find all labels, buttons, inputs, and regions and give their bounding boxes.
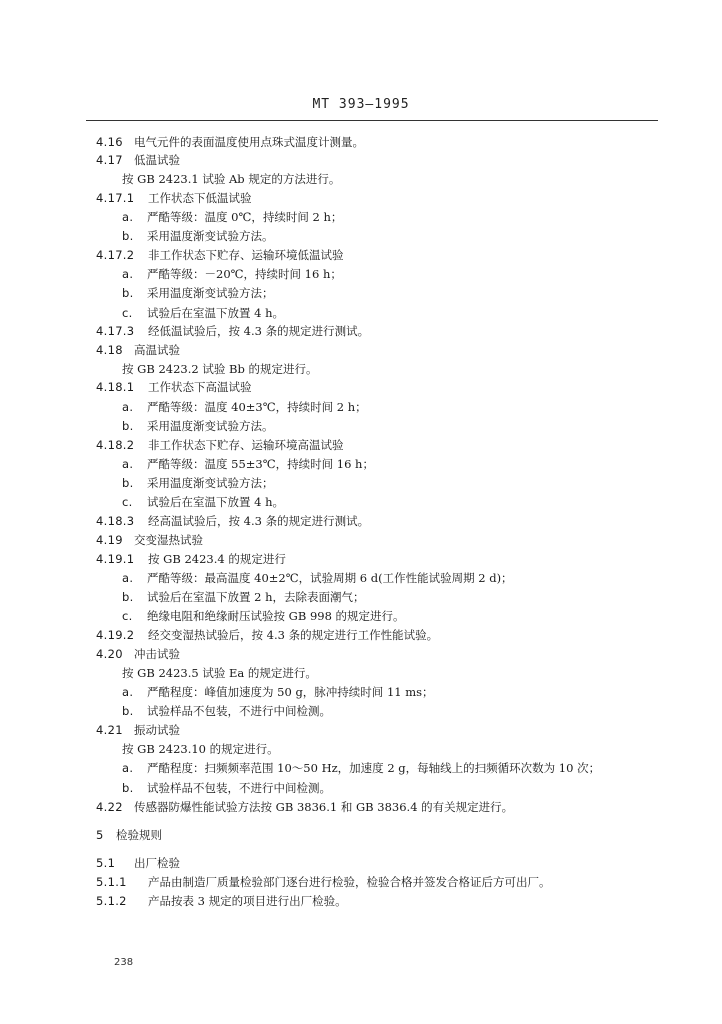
clause-text: 采用温度渐变试验方法。	[147, 229, 274, 243]
document-header: MT 393—1995	[312, 97, 410, 112]
clause-text: 采用温度渐变试验方法。	[147, 419, 274, 433]
clause-text: 检验规则	[116, 828, 162, 842]
clause-text: 严酷等级：最高温度 40±2℃，试验周期 6 d(工作性能试验周期 2 d)；	[147, 571, 513, 585]
clause-number: b.	[122, 419, 134, 433]
clause-text: 按 GB 2423.10 的规定进行。	[122, 742, 279, 756]
clause-text: 严酷程度：峰值加速度为 50 g，脉冲持续时间 11 ms；	[147, 685, 434, 699]
clause-text: 经低温试验后，按 4.3 条的规定进行测试。	[148, 324, 370, 338]
clause-number: b.	[122, 229, 134, 243]
clause-text: 非工作状态下贮存、运输环境低温试验	[148, 248, 344, 262]
clause-text: 按 GB 2423.5 试验 Ea 的规定进行。	[122, 666, 317, 680]
clause-text: 电气元件的表面温度使用点珠式温度计测量。	[134, 135, 364, 149]
clause-text: 试验样品不包装，不进行中间检测。	[147, 704, 331, 718]
clause-number: 4.19.2	[96, 628, 135, 642]
clause-number: 4.18.1	[96, 380, 135, 394]
clause-text: 振动试验	[134, 723, 180, 737]
clause-text: 严酷等级：温度 55±3℃，持续时间 16 h；	[147, 457, 374, 471]
clause-text: 传感器防爆性能试验方法按 GB 3836.1 和 GB 3836.4 的有关规定进行。	[134, 800, 514, 814]
clause-number: c.	[122, 495, 133, 509]
page-number: 238	[114, 957, 134, 968]
clause-number: b.	[122, 781, 134, 795]
clause-number: 4.20	[96, 647, 123, 661]
clause-text: 试验后在室温下放置 2 h，去除表面潮气；	[147, 590, 365, 604]
clause-text: 高温试验	[134, 343, 180, 357]
clause-number: 4.17.1	[96, 191, 135, 205]
clause-number: 4.17.2	[96, 248, 135, 262]
clause-text: 绝缘电阻和绝缘耐压试验按 GB 998 的规定进行。	[147, 609, 405, 623]
clause-number: 5.1.1	[96, 875, 127, 889]
clause-number: b.	[122, 286, 134, 300]
clause-number: 5	[96, 828, 104, 842]
clause-text: 工作状态下低温试验	[148, 191, 252, 205]
clause-text: 低温试验	[134, 153, 180, 167]
clause-text: 严酷等级：－20℃，持续时间 16 h；	[147, 267, 342, 281]
clause-number: b.	[122, 704, 134, 718]
clause-number: a.	[122, 457, 134, 471]
clause-text: 按 GB 2423.1 试验 Ab 规定的方法进行。	[122, 172, 341, 186]
clause-number: 4.21	[96, 723, 123, 737]
clause-text: 严酷等级：温度 0℃，持续时间 2 h；	[147, 210, 343, 224]
clause-text: 产品按表 3 规定的项目进行出厂检验。	[148, 894, 347, 908]
clause-number: a.	[122, 761, 134, 775]
clause-text: 按 GB 2423.2 试验 Bb 的规定进行。	[122, 362, 318, 376]
clause-text: 采用温度渐变试验方法；	[147, 476, 274, 490]
clause-text: 试验后在室温下放置 4 h。	[147, 495, 285, 509]
clause-text: 经高温试验后，按 4.3 条的规定进行测试。	[148, 514, 370, 528]
clause-text: 经交变湿热试验后，按 4.3 条的规定进行工作性能试验。	[148, 628, 439, 642]
clause-text: 严酷程度：扫频频率范围 10～50 Hz，加速度 2 g，每轴线上的扫频循环次数为 10 次；	[147, 761, 601, 775]
clause-number: 5.1	[96, 856, 116, 870]
clause-text: 试验样品不包装，不进行中间检测。	[147, 781, 331, 795]
clause-number: b.	[122, 476, 134, 490]
clause-number: a.	[122, 571, 134, 585]
clause-text: 采用温度渐变试验方法；	[147, 286, 274, 300]
clause-number: 4.16	[96, 135, 123, 149]
clause-number: 4.19.1	[96, 552, 135, 566]
clause-number: c.	[122, 306, 133, 320]
clause-text: 产品由制造厂质量检验部门逐台进行检验，检验合格并签发合格证后方可出厂。	[148, 875, 551, 889]
clause-number: a.	[122, 267, 134, 281]
clause-text: 冲击试验	[134, 647, 180, 661]
clause-text: 交变湿热试验	[134, 533, 203, 547]
clause-number: 5.1.2	[96, 894, 127, 908]
clause-text: 试验后在室温下放置 4 h。	[147, 306, 285, 320]
clause-number: 4.18.3	[96, 514, 135, 528]
clause-number: 4.18.2	[96, 438, 135, 452]
clause-text: 工作状态下高温试验	[148, 380, 252, 394]
clause-number: 4.17	[96, 153, 123, 167]
clause-number: a.	[122, 685, 134, 699]
header-rule	[86, 120, 658, 121]
clause-number: c.	[122, 609, 133, 623]
clause-text: 按 GB 2423.4 的规定进行	[148, 552, 286, 566]
clause-number: 4.19	[96, 533, 123, 547]
clause-number: 4.17.3	[96, 324, 135, 338]
clause-number: 4.22	[96, 800, 123, 814]
clause-number: 4.18	[96, 343, 123, 357]
clause-number: b.	[122, 590, 134, 604]
clause-number: a.	[122, 210, 134, 224]
clause-text: 出厂检验	[134, 856, 180, 870]
clause-number: a.	[122, 400, 134, 414]
clause-text: 非工作状态下贮存、运输环境高温试验	[148, 438, 344, 452]
clause-text: 严酷等级：温度 40±3℃，持续时间 2 h；	[147, 400, 367, 414]
